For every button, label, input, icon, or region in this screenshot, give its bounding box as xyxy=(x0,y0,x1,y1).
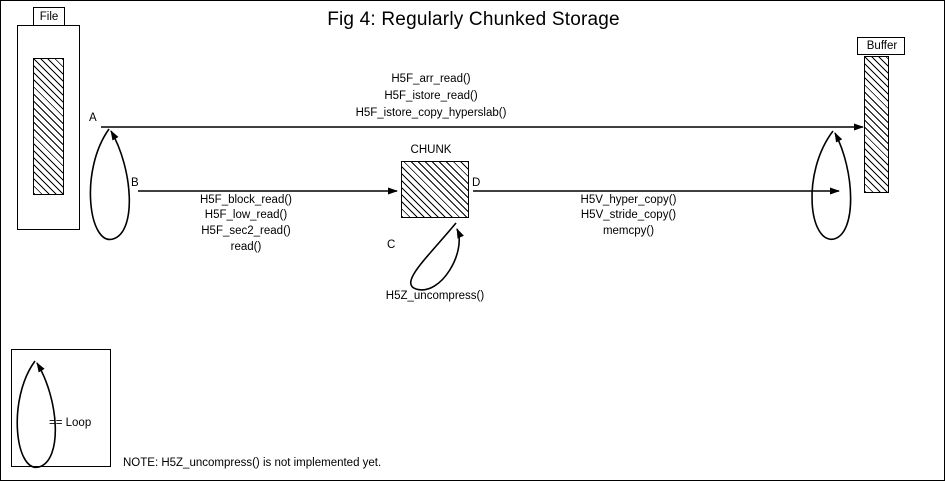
right-path-label-2: memcpy() xyxy=(602,225,655,237)
top-path-label-0: H5F_arr_read() xyxy=(391,73,471,85)
point-b-label: B xyxy=(131,177,139,189)
note-text: NOTE: H5Z_uncompress() is not implemented yet. xyxy=(123,457,382,469)
top-path-label-2: H5F_istore_copy_hyperslab() xyxy=(355,107,507,119)
legend-loop-label: == Loop xyxy=(49,417,92,429)
point-d-label: D xyxy=(472,177,481,189)
file-label: File xyxy=(39,11,59,23)
left-path-label-3: read() xyxy=(230,241,262,253)
chunk-block xyxy=(401,161,469,218)
point-c-label: C xyxy=(387,239,396,251)
buffer-label-box xyxy=(857,37,905,55)
left-path-label-2: H5F_sec2_read() xyxy=(201,225,291,237)
chunk-label: CHUNK xyxy=(410,144,452,156)
legend-box xyxy=(11,349,111,467)
chunk-loop-label: H5Z_uncompress() xyxy=(385,290,485,302)
right-path-label-1: H5V_stride_copy() xyxy=(580,209,677,221)
buffer-hatched-block xyxy=(864,56,889,193)
left-path-label-0: H5F_block_read() xyxy=(199,194,293,206)
point-a-label: A xyxy=(89,112,97,124)
top-path-label-1: H5F_istore_read() xyxy=(384,90,478,102)
file-hatched-block xyxy=(33,58,64,195)
right-path-label-0: H5V_hyper_copy() xyxy=(580,194,677,206)
buffer-label: Buffer xyxy=(866,40,898,52)
left-path-label-1: H5F_low_read() xyxy=(204,209,288,221)
page-title: Fig 4: Regularly Chunked Storage xyxy=(327,9,620,30)
file-label-box xyxy=(33,7,65,26)
